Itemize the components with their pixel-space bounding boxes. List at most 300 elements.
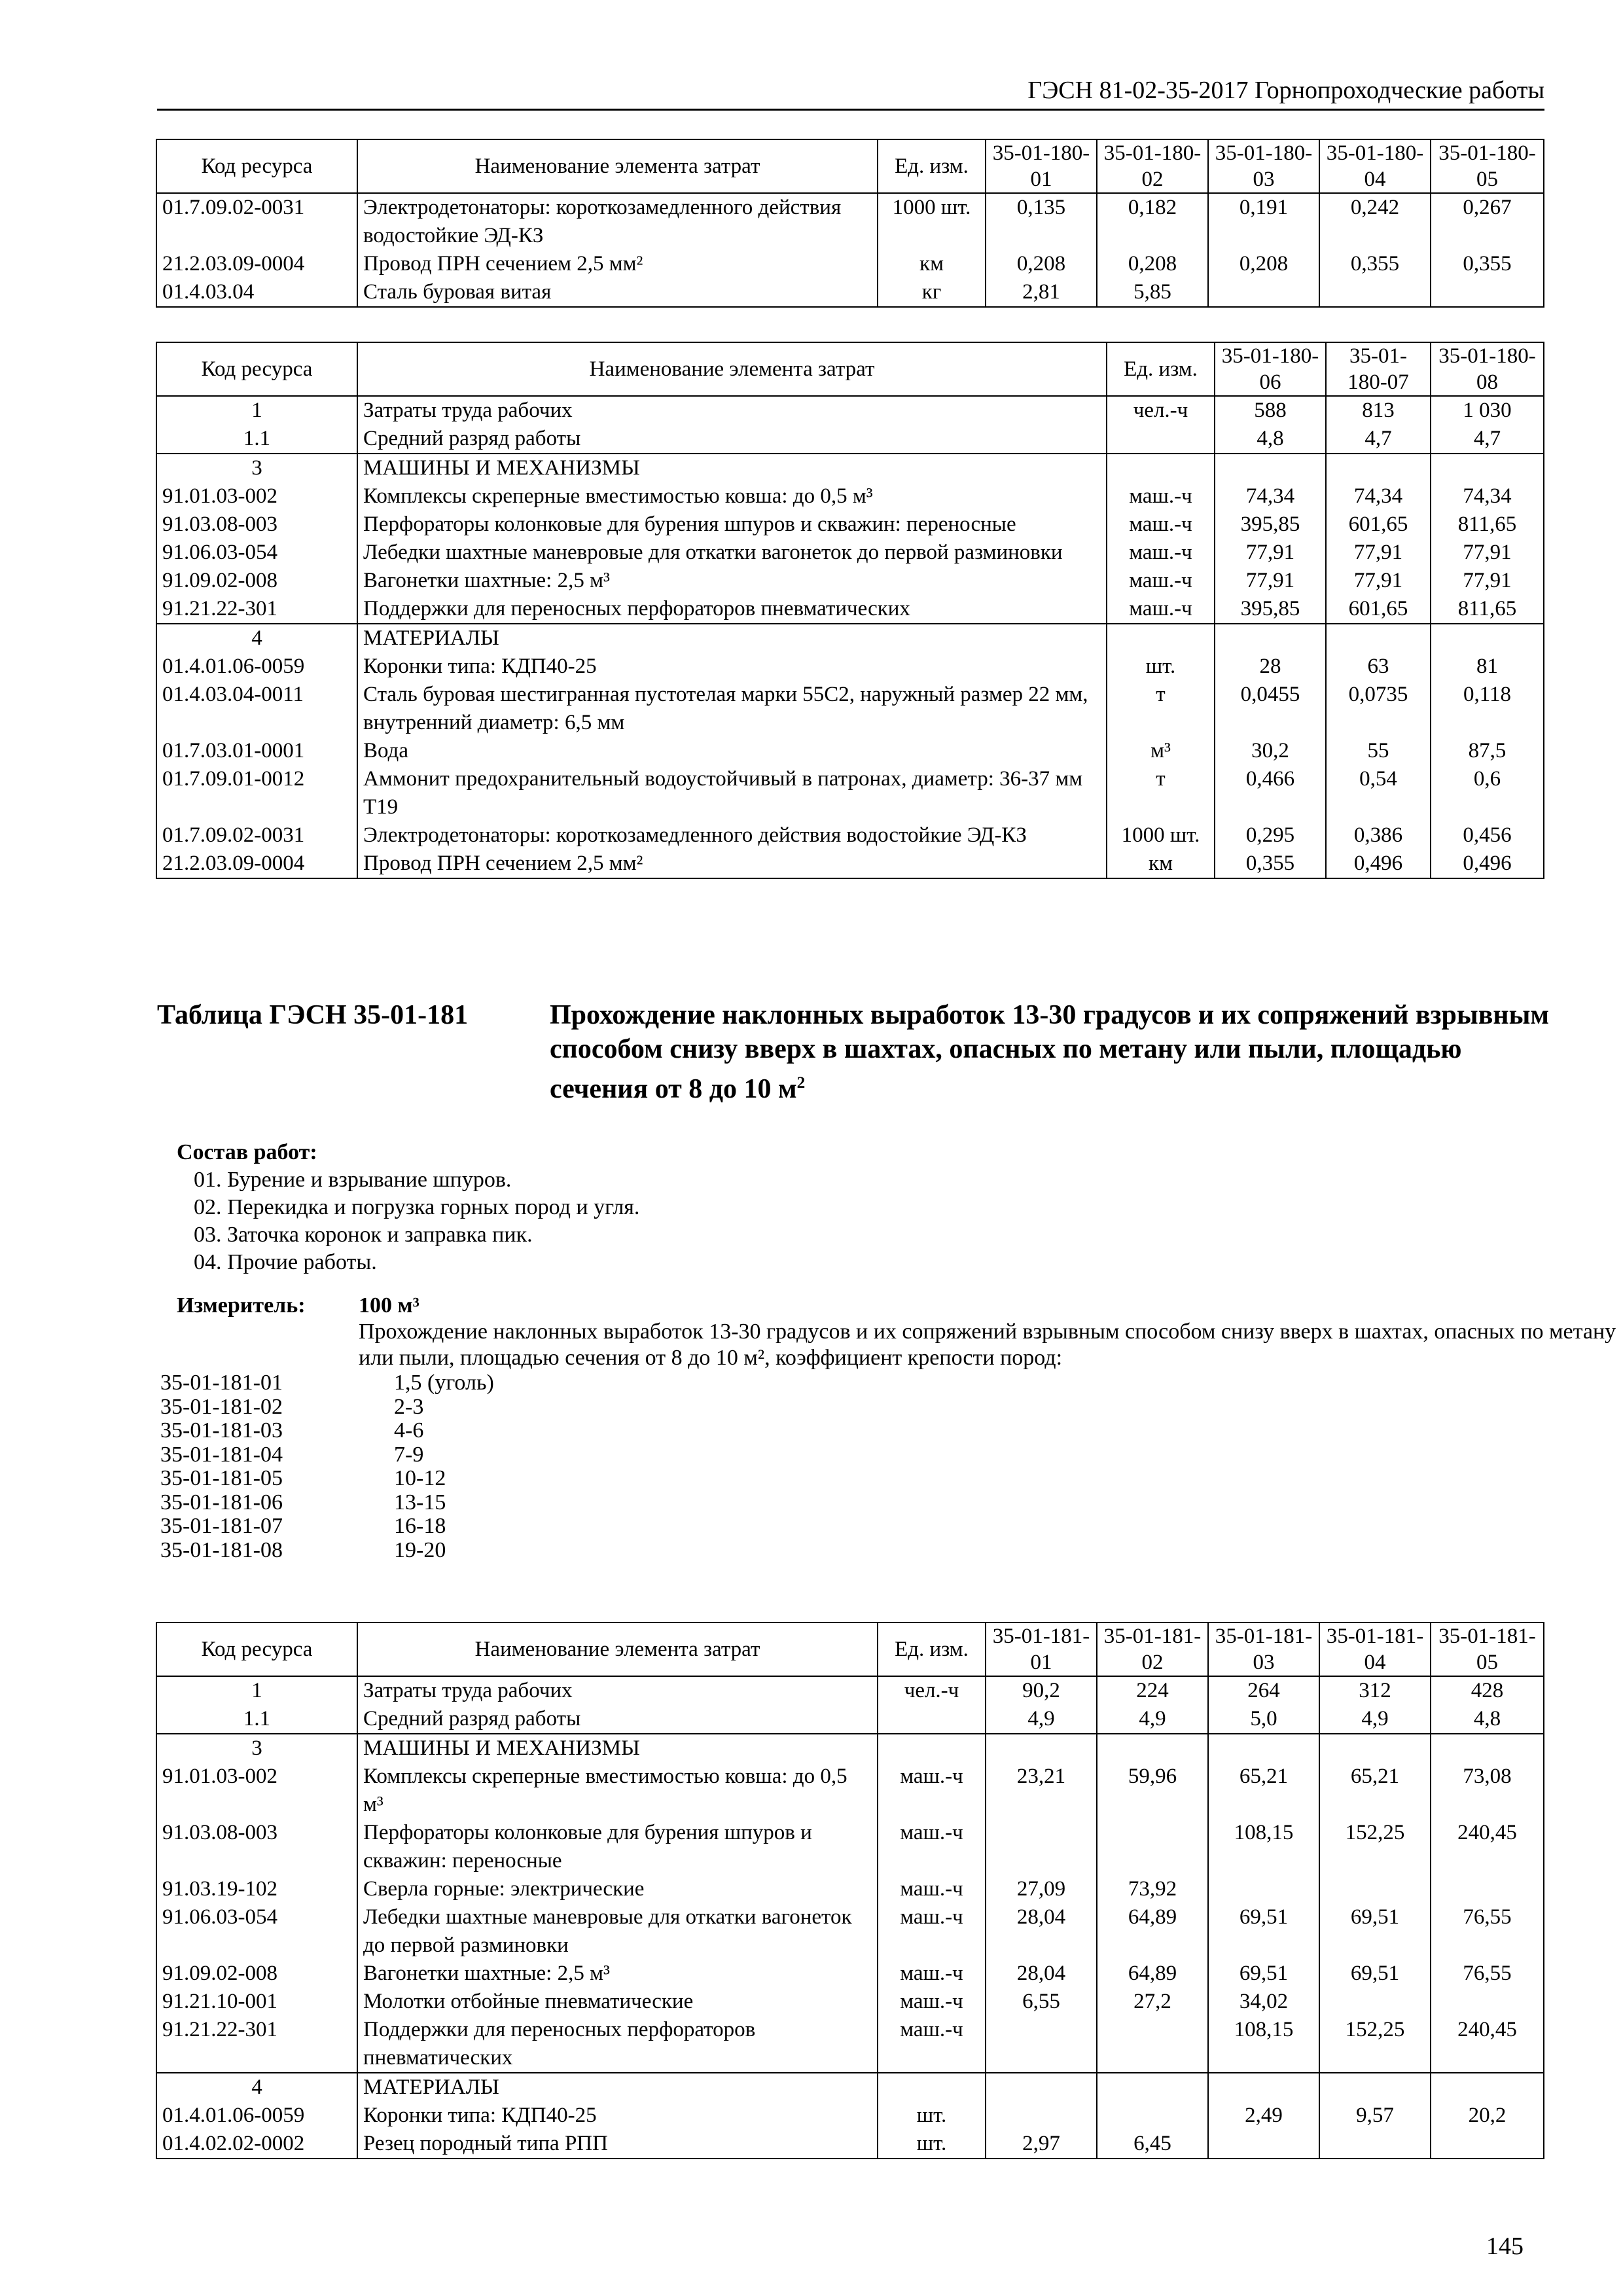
cell-value: 152,25 bbox=[1319, 2016, 1431, 2073]
cell-code: 01.7.09.02-0031 bbox=[156, 193, 357, 250]
cell-name: Поддержки для переносных перфораторов пневматических bbox=[357, 595, 1107, 624]
cell-value: 34,02 bbox=[1208, 1988, 1319, 2016]
cell-value: 0,0735 bbox=[1326, 681, 1431, 737]
cell-name: Комплексы скреперные вместимостью ковша: до 0,5 м³ bbox=[357, 482, 1107, 511]
cell-code: 21.2.03.09-0004 bbox=[156, 850, 357, 878]
hardness-range: 10-12 bbox=[394, 1466, 446, 1490]
table-row bbox=[156, 1734, 1544, 1763]
cell-code: 01.4.02.02-0002 bbox=[156, 2130, 357, 2159]
cell-name: Вода bbox=[357, 737, 1107, 765]
cell-code: 01.4.03.04-0011 bbox=[156, 681, 357, 737]
cell-code: 1 bbox=[156, 1676, 357, 1705]
resource-table-181-01-05 bbox=[156, 1622, 1544, 2159]
cell-name: Электродетонаторы: короткозамедленного действия водостойкие ЭД-КЗ bbox=[357, 821, 1107, 850]
cell-unit: м³ bbox=[1107, 737, 1215, 765]
cell-name: Провод ПРН сечением 2,5 мм² bbox=[357, 850, 1107, 878]
cell-value: 0,386 bbox=[1326, 821, 1431, 850]
col-unit: Ед. изм. bbox=[878, 1623, 986, 1676]
cell-value bbox=[1208, 2130, 1319, 2159]
cell-value: 813 bbox=[1326, 396, 1431, 425]
cell-value: 87,5 bbox=[1431, 737, 1544, 765]
cell-name: Комплексы скреперные вместимостью ковша: до 0,5 м³ bbox=[357, 1763, 878, 1819]
composition-heading: Состав работ: bbox=[177, 1140, 317, 1164]
table-row bbox=[156, 1819, 1544, 1875]
cell-value bbox=[1319, 1875, 1431, 1903]
cell-value: 2,97 bbox=[986, 2130, 1097, 2159]
cell-value: 1 030 bbox=[1431, 396, 1544, 425]
cell-unit: т bbox=[1107, 681, 1215, 737]
cell-value: 4,9 bbox=[1319, 1705, 1431, 1734]
cell-unit: км bbox=[1107, 850, 1215, 878]
cell-code: 01.7.09.01-0012 bbox=[156, 765, 357, 821]
cell-code: 01.4.01.06-0059 bbox=[156, 2102, 357, 2130]
cell-name: Вагонетки шахтные: 2,5 м³ bbox=[357, 567, 1107, 595]
table-row bbox=[156, 1705, 1544, 1734]
cell-value: 77,91 bbox=[1431, 567, 1544, 595]
col-norm: 35-01-181-05 bbox=[1431, 1623, 1544, 1676]
cell-value: 28 bbox=[1215, 653, 1326, 681]
cell-unit: чел.-ч bbox=[1107, 396, 1215, 425]
cell-name: Сталь буровая шестигранная пустотелая марки 55С2, наружный размер 22 мм, внутренний диаметр: 6,5 мм bbox=[357, 681, 1107, 737]
cell-value: 90,2 bbox=[986, 1676, 1097, 1705]
cell-value: 0,456 bbox=[1431, 821, 1544, 850]
cell-value: 77,91 bbox=[1215, 567, 1326, 595]
norm-code: 35-01-181-06 bbox=[160, 1490, 283, 1515]
cell-name: Коронки типа: КДП40-25 bbox=[357, 2102, 878, 2130]
cell-value bbox=[1431, 1875, 1544, 1903]
cell-name: МАШИНЫ И МЕХАНИЗМЫ bbox=[357, 454, 1107, 482]
cell-value bbox=[986, 2073, 1097, 2102]
cell-name: Затраты труда рабочих bbox=[357, 1676, 878, 1705]
cell-value bbox=[1097, 2073, 1208, 2102]
cell-unit: маш.-ч bbox=[1107, 511, 1215, 539]
table-header-row bbox=[156, 1623, 1544, 1676]
cell-code: 1.1 bbox=[156, 425, 357, 454]
cell-value: 0,208 bbox=[1097, 250, 1208, 278]
cell-unit: маш.-ч bbox=[878, 1819, 986, 1875]
cell-unit: 1000 шт. bbox=[1107, 821, 1215, 850]
cell-unit: маш.-ч bbox=[1107, 595, 1215, 624]
col-norm: 35-01-181-01 bbox=[986, 1623, 1097, 1676]
table-row bbox=[156, 2073, 1544, 2102]
cell-value: 20,2 bbox=[1431, 2102, 1544, 2130]
cell-value bbox=[1431, 2073, 1544, 2102]
table-header-row bbox=[156, 342, 1544, 396]
cell-code: 91.01.03-002 bbox=[156, 482, 357, 511]
cell-value: 65,21 bbox=[1319, 1763, 1431, 1819]
cell-value: 395,85 bbox=[1215, 595, 1326, 624]
cell-code: 4 bbox=[156, 624, 357, 653]
cell-name: МАТЕРИАЛЫ bbox=[357, 2073, 878, 2102]
measure-label: Измеритель: bbox=[177, 1293, 306, 1318]
norm-code: 35-01-181-03 bbox=[160, 1418, 283, 1443]
table-row bbox=[156, 681, 1544, 737]
norm-code: 35-01-181-07 bbox=[160, 1514, 283, 1538]
cell-value: 74,34 bbox=[1326, 482, 1431, 511]
cell-code: 91.21.22-301 bbox=[156, 595, 357, 624]
cell-value: 4,8 bbox=[1431, 1705, 1544, 1734]
table-row bbox=[156, 624, 1544, 653]
table-row bbox=[156, 454, 1544, 482]
cell-value: 4,7 bbox=[1326, 425, 1431, 454]
cell-code: 21.2.03.09-0004 bbox=[156, 250, 357, 278]
cell-name: Средний разряд работы bbox=[357, 1705, 878, 1734]
col-code: Код ресурса bbox=[156, 1623, 357, 1676]
hardness-range: 13-15 bbox=[394, 1490, 446, 1515]
cell-unit bbox=[1107, 624, 1215, 653]
cell-value bbox=[1326, 454, 1431, 482]
cell-name: МАШИНЫ И МЕХАНИЗМЫ bbox=[357, 1734, 878, 1763]
table-row bbox=[156, 1960, 1544, 1988]
hardness-range: 19-20 bbox=[394, 1537, 446, 1562]
cell-value: 0,355 bbox=[1215, 850, 1326, 878]
col-code: Код ресурса bbox=[156, 139, 357, 193]
cell-value: 65,21 bbox=[1208, 1763, 1319, 1819]
cell-value: 23,21 bbox=[986, 1763, 1097, 1819]
col-code: Код ресурса bbox=[156, 342, 357, 396]
header-title: ГЭСН 81-02-35-2017 Горнопроходческие работы bbox=[1027, 77, 1544, 104]
cell-value: 6,45 bbox=[1097, 2130, 1208, 2159]
cell-value bbox=[1319, 2073, 1431, 2102]
col-norm: 35-01-180-07 bbox=[1326, 342, 1431, 396]
cell-value: 27,2 bbox=[1097, 1988, 1208, 2016]
table-row bbox=[156, 2130, 1544, 2159]
running-header bbox=[157, 71, 1544, 111]
cell-value: 76,55 bbox=[1431, 1960, 1544, 1988]
cell-value: 0,135 bbox=[986, 193, 1097, 250]
cell-unit: маш.-ч bbox=[1107, 567, 1215, 595]
table-row bbox=[156, 737, 1544, 765]
cell-value: 108,15 bbox=[1208, 2016, 1319, 2073]
cell-value bbox=[1215, 454, 1326, 482]
cell-value bbox=[1431, 1988, 1544, 2016]
cell-name: Лебедки шахтные маневровые для откатки вагонеток до первой разминовки bbox=[357, 1903, 878, 1960]
col-norm: 35-01-181-03 bbox=[1208, 1623, 1319, 1676]
composition-item: 02. Перекидка и погрузка горных пород и угля. bbox=[194, 1195, 640, 1219]
cell-unit: маш.-ч bbox=[878, 1960, 986, 1988]
cell-value: 224 bbox=[1097, 1676, 1208, 1705]
col-norm: 35-01-180-02 bbox=[1097, 139, 1208, 193]
cell-value: 588 bbox=[1215, 396, 1326, 425]
composition-item: 03. Заточка коронок и заправка пик. bbox=[194, 1223, 533, 1247]
cell-unit: шт. bbox=[878, 2102, 986, 2130]
table-body bbox=[156, 396, 1544, 878]
cell-value bbox=[1208, 1734, 1319, 1763]
cell-unit: маш.-ч bbox=[878, 1988, 986, 2016]
cell-value bbox=[1431, 2130, 1544, 2159]
cell-value: 0,208 bbox=[1208, 250, 1319, 278]
cell-value bbox=[1208, 2073, 1319, 2102]
cell-unit: маш.-ч bbox=[1107, 539, 1215, 567]
cell-code: 91.06.03-054 bbox=[156, 1903, 357, 1960]
table-row bbox=[156, 653, 1544, 681]
cell-code: 91.06.03-054 bbox=[156, 539, 357, 567]
cell-value bbox=[1431, 278, 1544, 307]
cell-name: Перфораторы колонковые для бурения шпуров и скважин: переносные bbox=[357, 1819, 878, 1875]
cell-value: 312 bbox=[1319, 1676, 1431, 1705]
table-row bbox=[156, 250, 1544, 278]
cell-code: 91.03.19-102 bbox=[156, 1875, 357, 1903]
table-title: Прохождение наклонных выработок 13-30 градусов и их сопряжений взрывным способом снизу вверх в шахтах, опасных по метану или пыли, площадью сечения от 8 до 10 $м^2$ bbox=[550, 1000, 1549, 1104]
cell-value bbox=[1431, 454, 1544, 482]
norm-code: 35-01-181-02 bbox=[160, 1394, 283, 1419]
cell-value: 264 bbox=[1208, 1676, 1319, 1705]
table-row bbox=[156, 595, 1544, 624]
cell-unit bbox=[878, 1734, 986, 1763]
cell-value: 73,92 bbox=[1097, 1875, 1208, 1903]
col-norm: 35-01-180-08 bbox=[1431, 342, 1544, 396]
cell-value bbox=[1431, 624, 1544, 653]
cell-name: Сталь буровая витая bbox=[357, 278, 878, 307]
table-row bbox=[156, 482, 1544, 511]
hardness-range: 16-18 bbox=[394, 1514, 446, 1538]
cell-value: 0,191 bbox=[1208, 193, 1319, 250]
cell-unit bbox=[1107, 425, 1215, 454]
cell-code: 01.7.09.02-0031 bbox=[156, 821, 357, 850]
table-row bbox=[156, 396, 1544, 425]
composition-item: 04. Прочие работы. bbox=[194, 1250, 377, 1274]
cell-code: 3 bbox=[156, 1734, 357, 1763]
cell-unit: кг bbox=[878, 278, 986, 307]
cell-value: 69,51 bbox=[1319, 1903, 1431, 1960]
cell-value bbox=[1208, 1875, 1319, 1903]
cell-name: МАТЕРИАЛЫ bbox=[357, 624, 1107, 653]
col-norm: 35-01-181-04 bbox=[1319, 1623, 1431, 1676]
cell-value: 0,355 bbox=[1319, 250, 1431, 278]
cell-code: 91.01.03-002 bbox=[156, 1763, 357, 1819]
cell-value: 55 bbox=[1326, 737, 1431, 765]
cell-unit: маш.-ч bbox=[878, 1875, 986, 1903]
cell-value: 28,04 bbox=[986, 1903, 1097, 1960]
table-row bbox=[156, 850, 1544, 878]
cell-name: Провод ПРН сечением 2,5 мм² bbox=[357, 250, 878, 278]
table-header-row bbox=[156, 139, 1544, 193]
cell-value bbox=[1319, 1988, 1431, 2016]
table-row bbox=[156, 539, 1544, 567]
cell-value: 74,34 bbox=[1215, 482, 1326, 511]
cell-unit: маш.-ч bbox=[878, 1903, 986, 1960]
cell-code: 01.4.03.04 bbox=[156, 278, 357, 307]
cell-value: 81 bbox=[1431, 653, 1544, 681]
cell-unit: маш.-ч bbox=[878, 2016, 986, 2073]
resource-table-180-06-08 bbox=[156, 342, 1544, 879]
cell-name: Лебедки шахтные маневровые для откатки вагонеток до первой разминовки bbox=[357, 539, 1107, 567]
cell-code: 91.03.08-003 bbox=[156, 1819, 357, 1875]
col-name: Наименование элемента затрат bbox=[357, 342, 1107, 396]
cell-value bbox=[1097, 2016, 1208, 2073]
col-name: Наименование элемента затрат bbox=[357, 1623, 878, 1676]
cell-value: 0,267 bbox=[1431, 193, 1544, 250]
cell-value bbox=[1431, 1734, 1544, 1763]
cell-value: 0,6 bbox=[1431, 765, 1544, 821]
cell-unit bbox=[878, 1705, 986, 1734]
hardness-range: 1,5 (уголь) bbox=[394, 1371, 494, 1395]
cell-value: 4,7 bbox=[1431, 425, 1544, 454]
cell-unit: чел.-ч bbox=[878, 1676, 986, 1705]
cell-value: 0,466 bbox=[1215, 765, 1326, 821]
cell-value bbox=[986, 1819, 1097, 1875]
col-norm: 35-01-181-02 bbox=[1097, 1623, 1208, 1676]
cell-value: 240,45 bbox=[1431, 2016, 1544, 2073]
col-norm: 35-01-180-06 bbox=[1215, 342, 1326, 396]
norm-code: 35-01-181-04 bbox=[160, 1442, 283, 1467]
cell-value: 5,85 bbox=[1097, 278, 1208, 307]
cell-value bbox=[1208, 278, 1319, 307]
cell-value: 0,208 bbox=[986, 250, 1097, 278]
cell-value bbox=[1319, 2130, 1431, 2159]
cell-name: Аммонит предохранительный водоустойчивый в патронах, диаметр: 36-37 мм Т19 bbox=[357, 765, 1107, 821]
page-number: 145 bbox=[1486, 2233, 1524, 2260]
col-unit: Ед. изм. bbox=[1107, 342, 1215, 396]
measure-unit: 100 м³ bbox=[359, 1293, 419, 1318]
cell-value: 0,0455 bbox=[1215, 681, 1326, 737]
cell-name: Средний разряд работы bbox=[357, 425, 1107, 454]
cell-code: 01.7.03.01-0001 bbox=[156, 737, 357, 765]
cell-value: 108,15 bbox=[1208, 1819, 1319, 1875]
col-norm: 35-01-180-04 bbox=[1319, 139, 1431, 193]
cell-value bbox=[986, 2102, 1097, 2130]
cell-value: 4,9 bbox=[986, 1705, 1097, 1734]
work-composition bbox=[177, 1139, 639, 1276]
cell-value: 2,81 bbox=[986, 278, 1097, 307]
cell-name: Молотки отбойные пневматические bbox=[357, 1988, 878, 2016]
cell-value: 0,295 bbox=[1215, 821, 1326, 850]
table-row bbox=[156, 1903, 1544, 1960]
col-name: Наименование элемента затрат bbox=[357, 139, 878, 193]
cell-code: 4 bbox=[156, 2073, 357, 2102]
cell-value bbox=[1097, 2102, 1208, 2130]
cell-value: 0,496 bbox=[1431, 850, 1544, 878]
table-row bbox=[156, 1763, 1544, 1819]
table-label: Таблица ГЭСН 35-01-181 bbox=[157, 1000, 469, 1030]
cell-name: Резец породный типа РПП bbox=[357, 2130, 878, 2159]
cell-value: 811,65 bbox=[1431, 511, 1544, 539]
table-row bbox=[156, 567, 1544, 595]
cell-name: Сверла горные: электрические bbox=[357, 1875, 878, 1903]
norm-code: 35-01-181-08 bbox=[160, 1537, 283, 1562]
cell-name: Электродетонаторы: короткозамедленного действия водостойкие ЭД-КЗ bbox=[357, 193, 878, 250]
hardness-range: 2-3 bbox=[394, 1394, 424, 1419]
cell-value: 76,55 bbox=[1431, 1903, 1544, 1960]
resource-table-180-01-05 bbox=[156, 139, 1544, 308]
cell-unit bbox=[1107, 454, 1215, 482]
cell-value: 69,51 bbox=[1319, 1960, 1431, 1988]
cell-code: 91.21.22-301 bbox=[156, 2016, 357, 2073]
cell-value: 77,91 bbox=[1215, 539, 1326, 567]
table-body bbox=[156, 1676, 1544, 2159]
col-norm: 35-01-180-03 bbox=[1208, 139, 1319, 193]
cell-value: 69,51 bbox=[1208, 1903, 1319, 1960]
col-norm: 35-01-180-05 bbox=[1431, 139, 1544, 193]
table-row bbox=[156, 425, 1544, 454]
cell-unit: км bbox=[878, 250, 986, 278]
table-row bbox=[156, 2016, 1544, 2073]
cell-name: Вагонетки шахтные: 2,5 м³ bbox=[357, 1960, 878, 1988]
cell-value: 28,04 bbox=[986, 1960, 1097, 1988]
cell-name: Перфораторы колонковые для бурения шпуров и скважин: переносные bbox=[357, 511, 1107, 539]
table-row bbox=[156, 511, 1544, 539]
norm-code: 35-01-181-05 bbox=[160, 1466, 283, 1490]
cell-value: 395,85 bbox=[1215, 511, 1326, 539]
cell-code: 3 bbox=[156, 454, 357, 482]
cell-code: 01.4.01.06-0059 bbox=[156, 653, 357, 681]
cell-value: 601,65 bbox=[1326, 511, 1431, 539]
cell-name: Поддержки для переносных перфораторов пневматических bbox=[357, 2016, 878, 2073]
cell-value bbox=[1326, 624, 1431, 653]
cell-code: 91.03.08-003 bbox=[156, 511, 357, 539]
cell-value bbox=[1097, 1734, 1208, 1763]
cell-value: 69,51 bbox=[1208, 1960, 1319, 1988]
table-row bbox=[156, 821, 1544, 850]
cell-unit: маш.-ч bbox=[1107, 482, 1215, 511]
table-row bbox=[156, 1875, 1544, 1903]
cell-value: 77,91 bbox=[1326, 567, 1431, 595]
cell-value: 811,65 bbox=[1431, 595, 1544, 624]
cell-value bbox=[986, 1734, 1097, 1763]
cell-code: 91.09.02-008 bbox=[156, 1960, 357, 1988]
cell-value: 9,57 bbox=[1319, 2102, 1431, 2130]
cell-unit: 1000 шт. bbox=[878, 193, 986, 250]
table-row bbox=[156, 193, 1544, 250]
cell-value: 5,0 bbox=[1208, 1705, 1319, 1734]
cell-value: 4,9 bbox=[1097, 1705, 1208, 1734]
cell-unit: маш.-ч bbox=[878, 1763, 986, 1819]
col-norm: 35-01-180-01 bbox=[986, 139, 1097, 193]
cell-unit: т bbox=[1107, 765, 1215, 821]
cell-value: 0,182 bbox=[1097, 193, 1208, 250]
cell-value: 152,25 bbox=[1319, 1819, 1431, 1875]
cell-value: 0,496 bbox=[1326, 850, 1431, 878]
cell-code: 1.1 bbox=[156, 1705, 357, 1734]
cell-value bbox=[986, 2016, 1097, 2073]
cell-value: 4,8 bbox=[1215, 425, 1326, 454]
cell-value: 428 bbox=[1431, 1676, 1544, 1705]
composition-item: 01. Бурение и взрывание шпуров. bbox=[194, 1168, 512, 1192]
cell-unit bbox=[878, 2073, 986, 2102]
cell-name: Затраты труда рабочих bbox=[357, 396, 1107, 425]
cell-value: 77,91 bbox=[1431, 539, 1544, 567]
cell-value: 0,54 bbox=[1326, 765, 1431, 821]
col-unit: Ед. изм. bbox=[878, 139, 986, 193]
cell-value: 64,89 bbox=[1097, 1903, 1208, 1960]
cell-code: 91.09.02-008 bbox=[156, 567, 357, 595]
cell-value: 30,2 bbox=[1215, 737, 1326, 765]
cell-value: 240,45 bbox=[1431, 1819, 1544, 1875]
cell-value: 2,49 bbox=[1208, 2102, 1319, 2130]
cell-value: 73,08 bbox=[1431, 1763, 1544, 1819]
cell-value bbox=[1319, 1734, 1431, 1763]
table-row bbox=[156, 278, 1544, 307]
table-row bbox=[156, 1988, 1544, 2016]
cell-value: 6,55 bbox=[986, 1988, 1097, 2016]
cell-value: 27,09 bbox=[986, 1875, 1097, 1903]
cell-value: 63 bbox=[1326, 653, 1431, 681]
cell-value bbox=[1319, 278, 1431, 307]
cell-value: 0,118 bbox=[1431, 681, 1544, 737]
cell-value: 77,91 bbox=[1326, 539, 1431, 567]
norm-code: 35-01-181-01 bbox=[160, 1371, 283, 1395]
cell-value: 0,355 bbox=[1431, 250, 1544, 278]
measure-description: Прохождение наклонных выработок 13-30 градусов и их сопряжений взрывным способом снизу вверх в шахтах, опасных по метану или пыли, площадью сечения от 8 до 10 м², коэффициент крепости пород: bbox=[359, 1319, 1616, 1370]
cell-value bbox=[1215, 624, 1326, 653]
cell-unit: шт. bbox=[1107, 653, 1215, 681]
cell-value: 74,34 bbox=[1431, 482, 1544, 511]
cell-value: 59,96 bbox=[1097, 1763, 1208, 1819]
cell-value: 64,89 bbox=[1097, 1960, 1208, 1988]
cell-value: 601,65 bbox=[1326, 595, 1431, 624]
cell-unit: шт. bbox=[878, 2130, 986, 2159]
cell-code: 1 bbox=[156, 396, 357, 425]
